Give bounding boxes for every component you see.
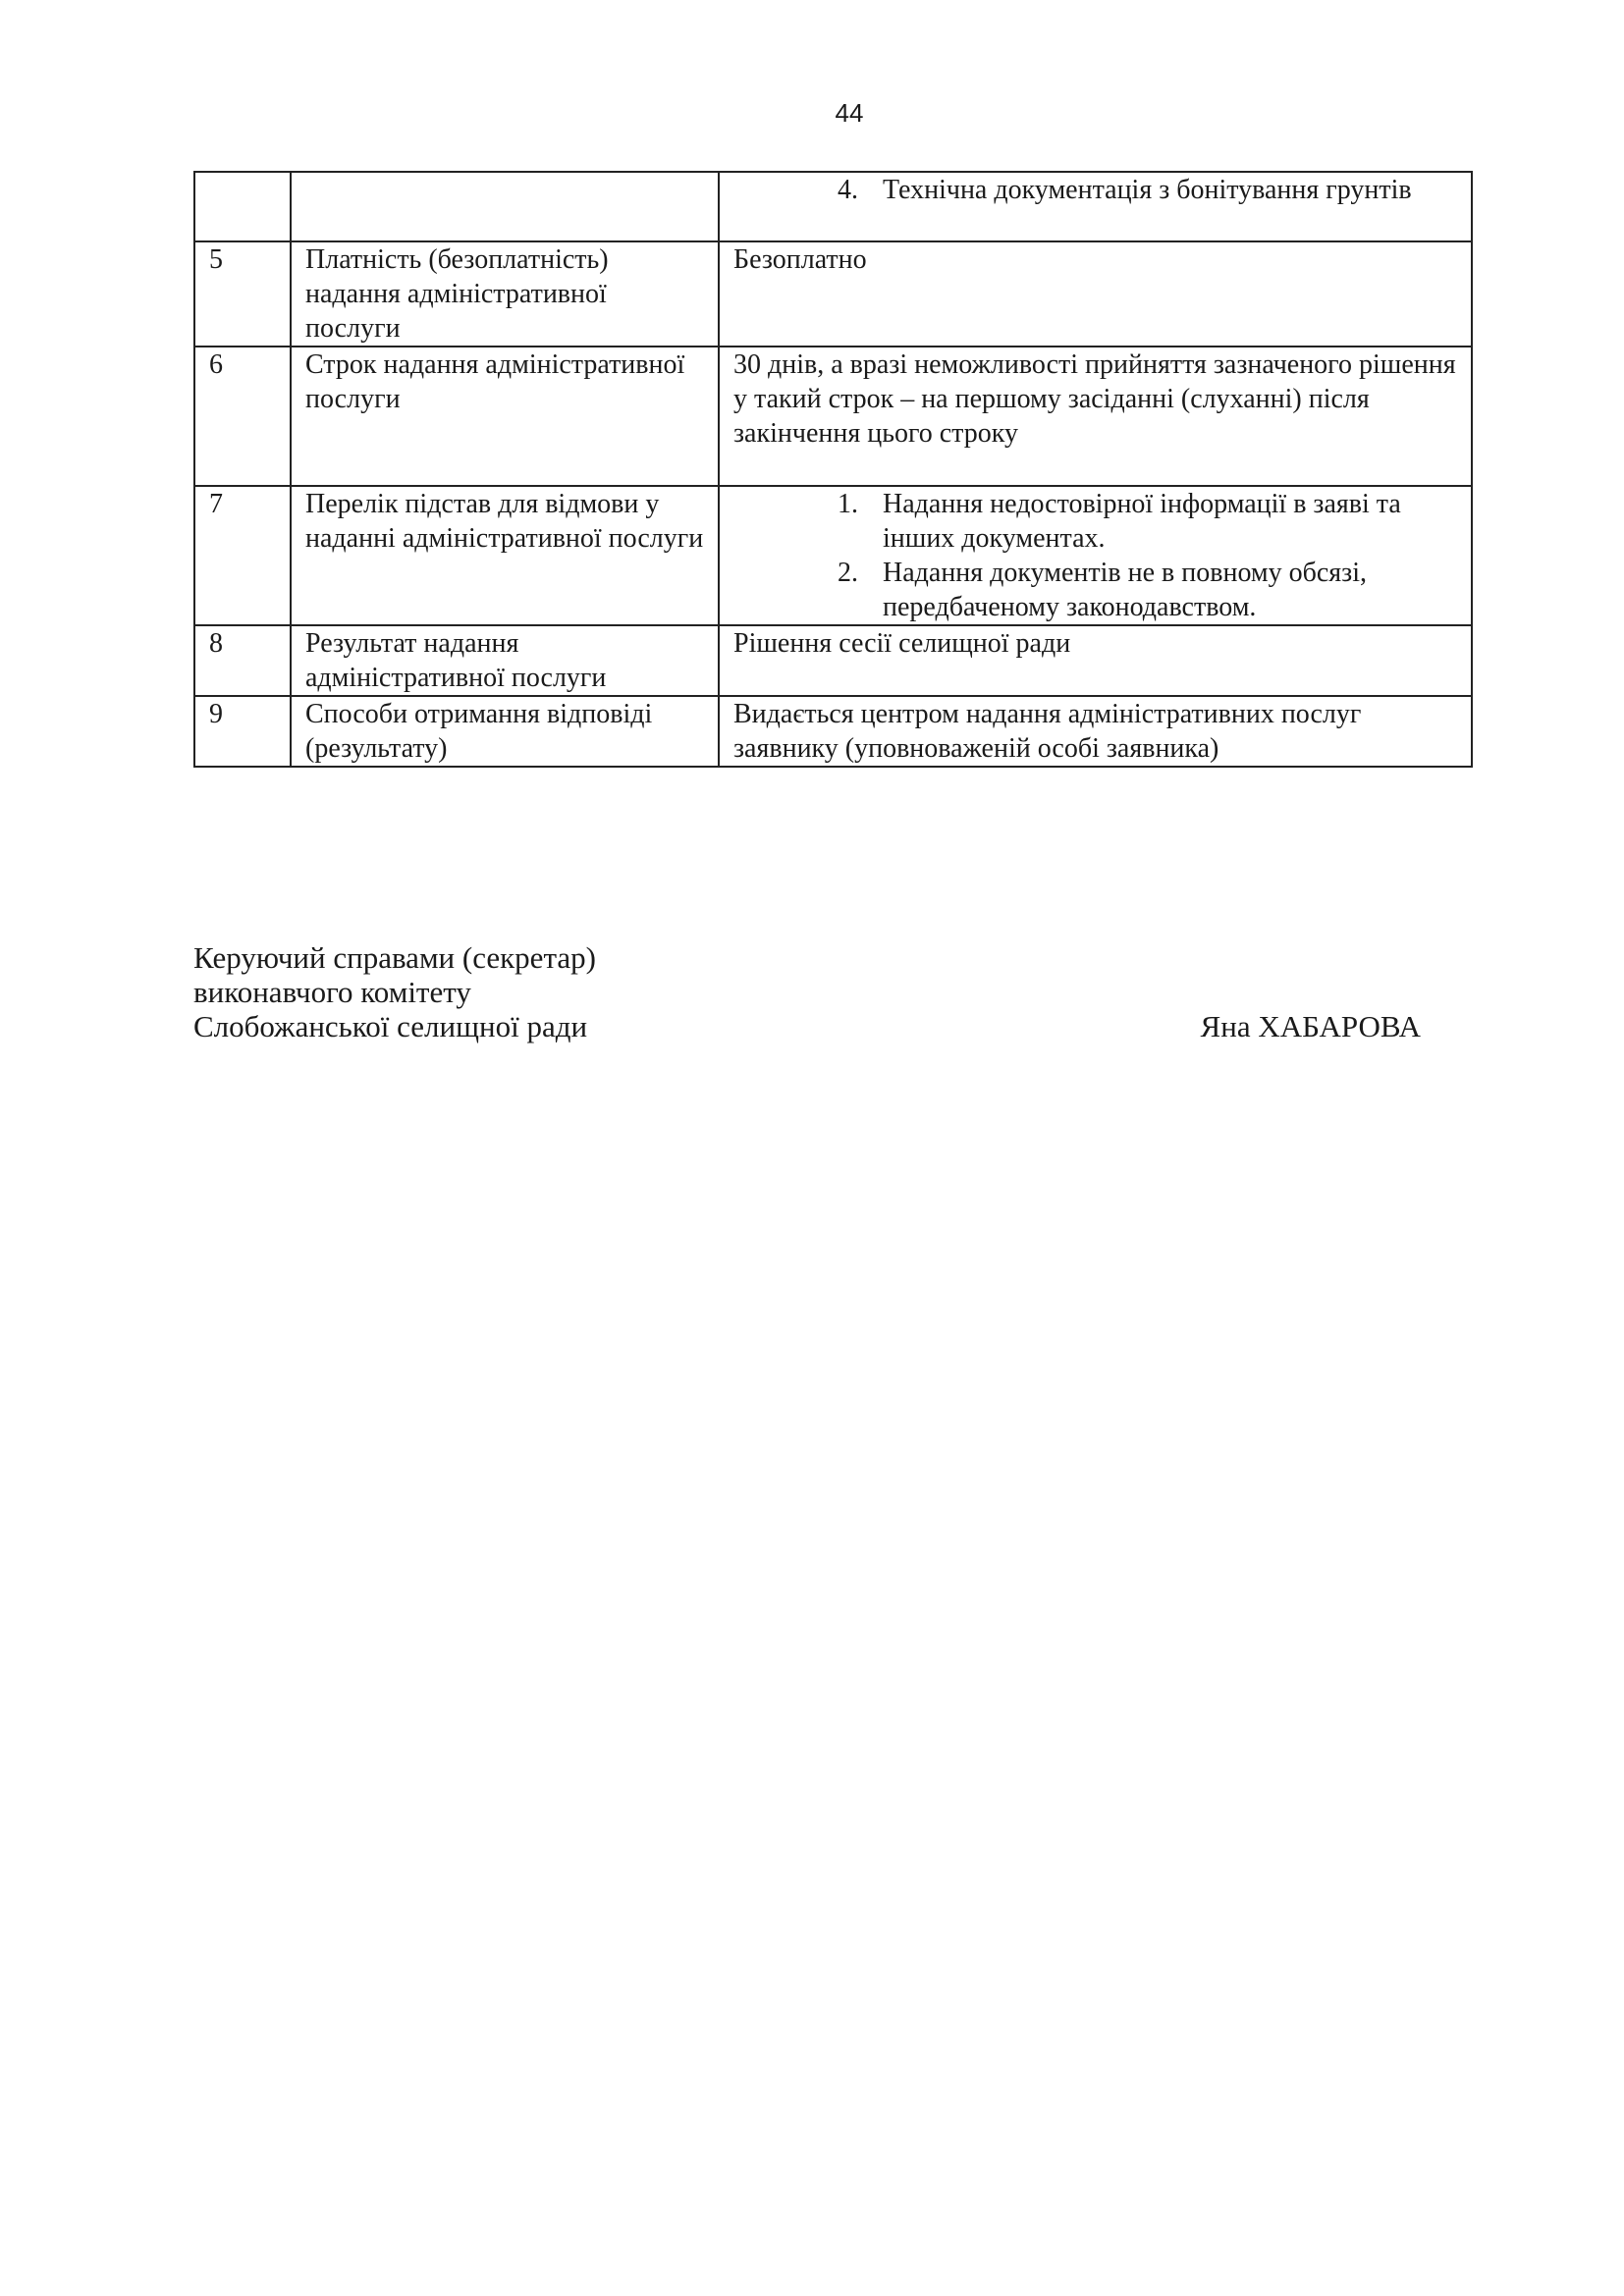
- row-value-cell: [719, 172, 1472, 241]
- document-list: [733, 173, 1457, 207]
- row-number-cell: 5: [194, 241, 291, 347]
- row-label-cell: [291, 172, 719, 241]
- table-row: [194, 172, 1472, 241]
- signature-block: [193, 940, 1421, 1043]
- row-label-cell: Перелік підстав для відмови у наданні адміністративної послуги: [291, 486, 719, 625]
- list-item-text: Технічна документація з бонітування грунтів: [883, 175, 1412, 205]
- table-row: [194, 696, 1472, 767]
- row-label-cell: Результат надання адміністративної послуги: [291, 625, 719, 696]
- list-item-text: Надання недостовірної інформації в заяві та інших документах.: [883, 489, 1401, 554]
- table-row: [194, 347, 1472, 486]
- list-item-number: 4.: [838, 175, 858, 205]
- row-number-cell: [194, 172, 291, 241]
- list-item-number: 1.: [838, 489, 858, 519]
- row-value-cell: 30 днів, а вразі неможливості прийняття зазначеного рішення у такий строк – на першому засіданні (слуханні) після закінчення цього строку: [719, 347, 1472, 486]
- page-number: 44: [835, 98, 864, 128]
- row-value-cell: Безоплатно: [719, 241, 1472, 347]
- row-label-cell: Строк надання адміністративної послуги: [291, 347, 719, 486]
- row-number-cell: 8: [194, 625, 291, 696]
- signatory-position-line-3: Слобожанської селищної ради: [193, 1009, 588, 1043]
- services-table: [193, 171, 1473, 768]
- signatory-name: Яна ХАБАРОВА: [1200, 1009, 1421, 1043]
- list-item: [733, 556, 1457, 624]
- refusal-grounds-list: [733, 487, 1457, 624]
- row-label-cell: Платність (безоплатність) надання адміністративної послуги: [291, 241, 719, 347]
- list-item-number: 2.: [838, 558, 858, 588]
- row-label-cell: Способи отримання відповіді (результату): [291, 696, 719, 767]
- list-item: [733, 487, 1457, 556]
- list-item: [733, 173, 1457, 207]
- list-item-text: Надання документів не в повному обсязі, передбаченому законодавством.: [883, 558, 1368, 622]
- signatory-position-line-2: виконавчого комітету: [193, 975, 471, 1009]
- row-value-cell: Рішення сесії селищної ради: [719, 625, 1472, 696]
- table-row: [194, 241, 1472, 347]
- table-row: [194, 625, 1472, 696]
- row-value-cell: Видається центром надання адміністративних послуг заявнику (уповноваженій особі заявника): [719, 696, 1472, 767]
- row-number-cell: 6: [194, 347, 291, 486]
- signatory-position-line-1: Керуючий справами (секретар): [193, 940, 596, 975]
- row-number-cell: 7: [194, 486, 291, 625]
- row-value-cell: [719, 486, 1472, 625]
- table-row: [194, 486, 1472, 625]
- row-number-cell: 9: [194, 696, 291, 767]
